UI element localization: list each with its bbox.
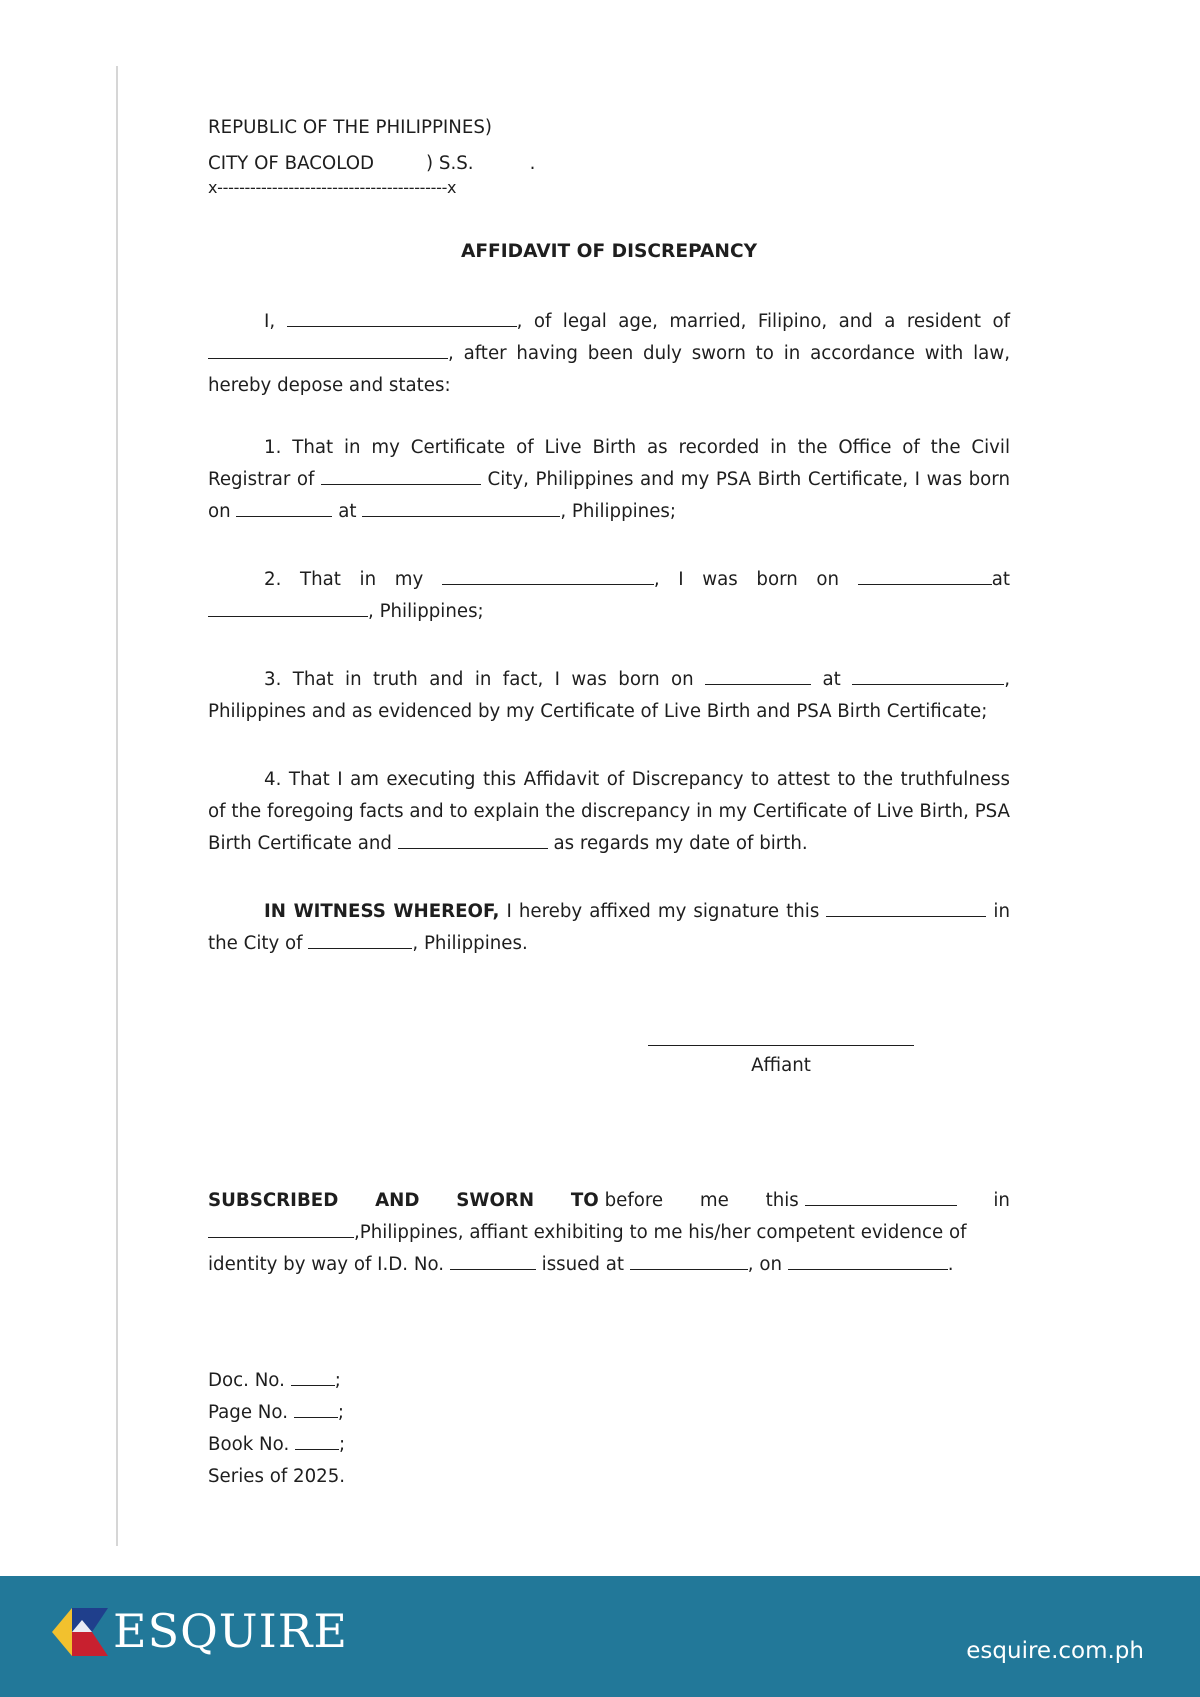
venue-city: CITY OF BACOLOD [208, 153, 375, 174]
jurat-line-2 [208, 1217, 1010, 1249]
jurat-word-and: AND [375, 1190, 420, 1211]
item-3-paragraph [208, 664, 1010, 728]
registrar-city-blank[interactable] [321, 464, 481, 485]
page-left-edge [116, 66, 118, 1546]
id-issued-date-blank[interactable] [788, 1249, 948, 1270]
true-birth-place-blank[interactable] [852, 664, 1004, 685]
jurat-id-label: identity by way of I.D. No. [208, 1254, 445, 1275]
jurat-word-me: me [699, 1190, 729, 1211]
venue-republic: REPUBLIC OF THE PHILIPPINES) [208, 117, 493, 138]
notarial-register [208, 1365, 345, 1493]
book-number-blank[interactable] [295, 1429, 339, 1450]
jurat-issued-label: issued at [541, 1254, 624, 1275]
jurat-date-blank[interactable] [805, 1185, 957, 1206]
birth-place-blank-2[interactable] [208, 596, 368, 617]
intro-text-1: I, [264, 311, 276, 332]
jurat-word-sworn: SWORN [456, 1190, 535, 1211]
esquire-logo-text[interactable]: ESQUIRE [113, 1604, 348, 1658]
item-4-paragraph [208, 764, 1010, 860]
other-document-blank[interactable] [398, 828, 548, 849]
jurat-word-this: this [765, 1190, 799, 1211]
witness-paragraph [208, 896, 1010, 960]
item-3-text-1: 3. That in truth and in fact, I was born on [264, 669, 694, 690]
page-number-label: Page No. [208, 1402, 289, 1423]
item-1-text-1: 1. That in my Certificate of Live Birth as recorded in the Office of the Civil Registrar of [208, 437, 1010, 490]
book-number-label: Book No. [208, 1434, 290, 1455]
item-3-text-2: at [822, 669, 841, 690]
jurat-end-dot: . [947, 1254, 954, 1275]
jurat-place-blank[interactable] [208, 1217, 354, 1238]
affiant-signature-line[interactable] [648, 1045, 914, 1046]
caption-separator: x------------------------------------------x [208, 178, 457, 197]
item-2-text-1: 2. That in my [264, 569, 424, 590]
birth-date-blank-2[interactable] [858, 564, 992, 585]
doc-number-row [208, 1365, 345, 1397]
signature-city-blank[interactable] [308, 928, 412, 949]
item-3-text-3: , [1004, 669, 1010, 690]
item-4-text-2: as regards my date of birth. [553, 833, 808, 854]
book-number-row [208, 1429, 345, 1461]
jurat-on-label: , on [747, 1254, 782, 1275]
item-2-paragraph [208, 564, 1010, 628]
item-1-text-3: at [338, 501, 357, 522]
item-1-paragraph [208, 432, 1010, 528]
jurat-line-1 [208, 1185, 1010, 1217]
venue-dot: . [529, 153, 536, 174]
page-number-row [208, 1397, 345, 1429]
id-issued-place-blank[interactable] [630, 1249, 748, 1270]
book-number-semicolon: ; [339, 1434, 346, 1455]
jurat-block [208, 1185, 1010, 1281]
jurat-text-2: ,Philippines, affiant exhibiting to me his/her competent evidence of [354, 1222, 967, 1243]
affidavit-document [208, 110, 1010, 1487]
jurat-line-3 [208, 1249, 1010, 1281]
witness-text-1: I hereby affixed my signature this [506, 901, 820, 922]
item-1-text-4: , Philippines; [560, 501, 677, 522]
doc-number-semicolon: ; [334, 1370, 341, 1391]
jurat-word-in: in [993, 1190, 1010, 1211]
residence-blank[interactable] [208, 338, 448, 359]
name-blank[interactable] [287, 306, 517, 327]
website-link[interactable]: esquire.com.ph [966, 1638, 1144, 1664]
item-4-text-1: 4. That I am executing this Affidavit of Discrepancy to attest to the truthfulness of the foregoing facts and to explain the discrepancy in my Certificate of Live Birth, PSA Birth Certificate and [208, 769, 1010, 854]
intro-paragraph [208, 306, 1010, 402]
affiant-signature-block [648, 1045, 914, 1080]
affiant-label: Affiant [751, 1055, 811, 1076]
venue-block [208, 110, 1010, 182]
witness-heading: IN WITNESS WHEREOF, [264, 901, 500, 922]
series-row: Series of 2025. [208, 1466, 346, 1487]
philippine-flag-diamond-icon [52, 1604, 108, 1660]
footer-bar [0, 1576, 1200, 1697]
jurat-word-to: TO [570, 1190, 599, 1211]
intro-text-2: , of legal age, married, Filipino, and a resident of [516, 311, 1010, 332]
true-birth-date-blank[interactable] [705, 664, 811, 685]
document-name-blank[interactable] [442, 564, 654, 585]
item-2-text-3: at [991, 569, 1010, 590]
item-2-text-2: , I was born on [653, 569, 840, 590]
venue-ss: ) S.S. [426, 153, 474, 174]
witness-text-3: , Philippines. [412, 933, 528, 954]
doc-number-blank[interactable] [291, 1365, 335, 1386]
signature-date-blank[interactable] [826, 896, 986, 917]
jurat-word-before: before [604, 1190, 664, 1211]
item-2-text-4: , Philippines; [368, 601, 484, 622]
birth-date-blank-1[interactable] [236, 496, 332, 517]
witness-text-2: in the City of [208, 901, 1010, 954]
page-number-semicolon: ; [337, 1402, 344, 1423]
birth-place-blank-1[interactable] [362, 496, 560, 517]
item-3-text-4: Philippines and as evidenced by my Certificate of Live Birth and PSA Birth Certificate; [208, 701, 988, 722]
jurat-word-subscribed: SUBSCRIBED [208, 1190, 339, 1211]
intro-text-3: , after having been duly sworn to in accordance with law, hereby depose and states: [208, 343, 1010, 396]
page-number-blank[interactable] [294, 1397, 338, 1418]
id-number-blank[interactable] [450, 1249, 536, 1270]
doc-number-label: Doc. No. [208, 1370, 285, 1391]
document-title: AFFIDAVIT OF DISCREPANCY [460, 241, 758, 262]
item-1-text-2: City, Philippines and my PSA Birth Certificate, I was born on [208, 469, 1010, 522]
